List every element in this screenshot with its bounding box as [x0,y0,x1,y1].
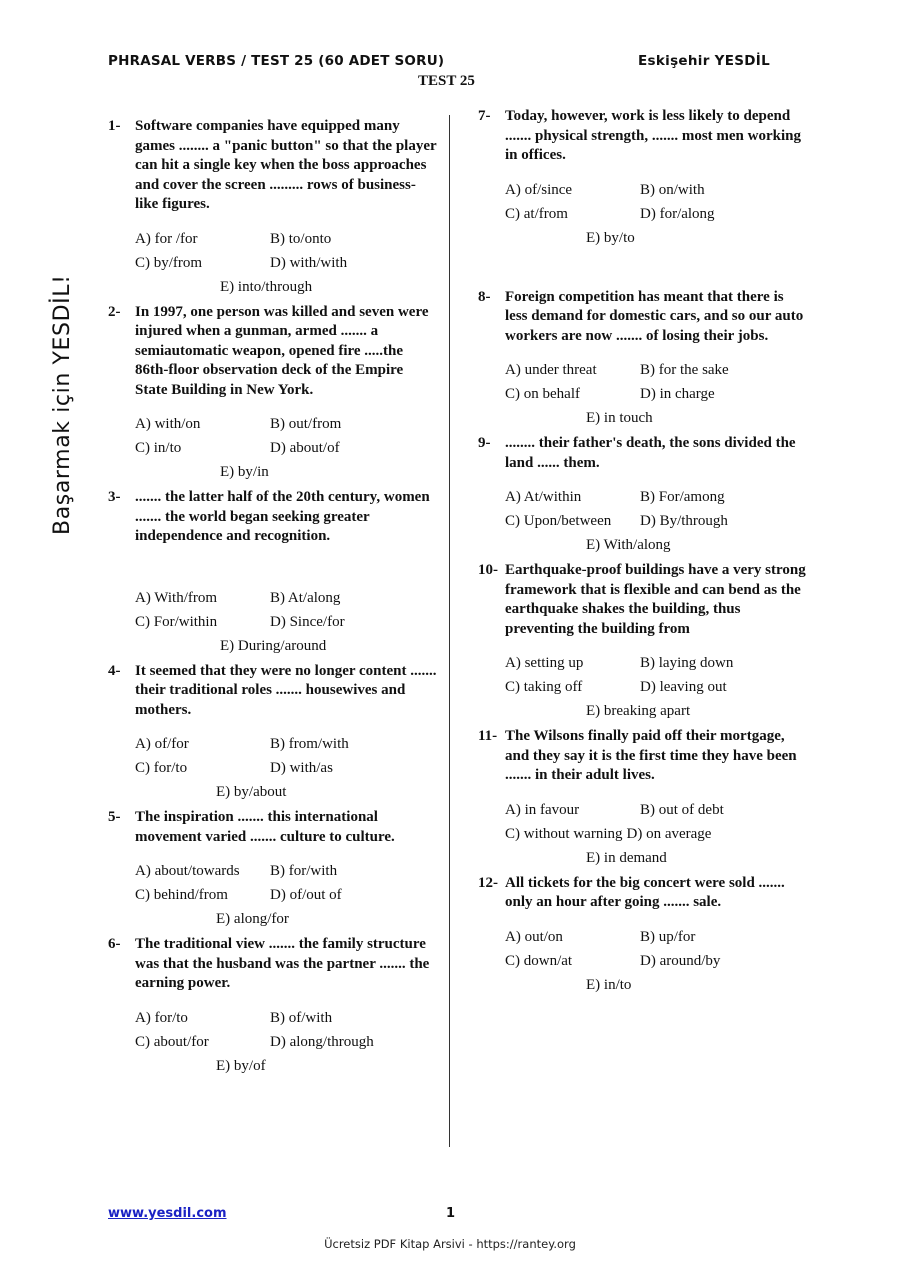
option-d[interactable]: D) in charge [640,386,715,402]
option-c[interactable]: C) For/within [135,613,218,630]
option-c[interactable]: C) without warning [505,825,623,842]
right-column [478,107,808,997]
question-4 [108,662,438,805]
answer-options [505,485,808,557]
question-3 [108,488,438,658]
question-text: Software companies have equipped many games ........ a "panic button" so that the player can hit a single key when the boss approaches and cover the screen ......... rows of business-like figures. [135,118,437,212]
option-d[interactable]: D) on average [626,825,712,842]
option-c[interactable]: C) for/to [135,760,188,776]
answer-options [135,732,438,804]
question-text: The Wilsons finally paid off their mortgage, and they say it is the first time they have been ....... in their adult lives. [505,728,797,783]
question-number: 9- [478,435,491,451]
option-c[interactable]: C) taking off [505,679,583,695]
option-c[interactable]: C) at/from [505,205,568,222]
question-8 [478,288,808,431]
question-number: 10- [478,562,498,578]
option-c[interactable]: C) on behalf [505,386,580,402]
question-text: In 1997, one person was killed and seven were injured when a gunman, armed ....... a semiautomatic weapon, opened fire .....the 86th-floor observation deck of the Empire State Building in New York. [135,303,429,398]
option-e[interactable]: E) in demand [586,849,667,866]
question-number: 2- [108,303,121,320]
header-title: PHRASAL VERBS / TEST 25 (60 ADET SORU) [108,53,445,69]
answer-options [135,1006,438,1078]
option-c[interactable]: C) behind/from [135,887,228,903]
option-d[interactable]: D) with/with [270,254,348,271]
answer-options [135,227,438,299]
question-number: 4- [108,662,121,679]
question-number: 1- [108,118,121,134]
answer-options [505,925,808,997]
option-b[interactable]: B) for the sake [640,362,729,378]
option-a[interactable]: A) out/on [505,928,563,945]
option-d[interactable]: D) with/as [270,760,333,776]
question-12 [478,874,808,997]
question-number: 5- [108,809,121,825]
option-a[interactable]: A) At/within [505,489,582,505]
archive-note: Ücretsiz PDF Kitap Arsivi - https://rantey.org [324,1237,576,1251]
option-a[interactable]: A) of/since [505,181,573,198]
question-text: Foreign competition has meant that there is less demand for domestic cars, and so our auto workers are now ....... of losing their jobs. [505,288,804,344]
option-b[interactable]: B) out of debt [640,801,724,818]
option-e[interactable]: E) breaking apart [586,703,691,719]
question-number: 7- [478,108,491,124]
option-b[interactable]: B) to/onto [270,230,332,247]
question-5 [108,808,438,931]
option-c[interactable]: C) in/to [135,440,182,456]
answer-options [505,178,808,250]
option-b[interactable]: B) up/for [640,928,696,945]
question-6 [108,935,438,1078]
question-number: 8- [478,288,491,305]
option-d[interactable]: D) for/along [640,205,715,222]
answer-options [505,651,808,723]
option-c[interactable]: C) about/for [135,1033,209,1050]
option-e[interactable]: E) along/for [216,911,289,927]
answer-options [135,412,438,484]
answer-options [505,358,808,430]
question-10 [478,561,808,723]
option-d[interactable]: D) By/through [640,513,728,529]
option-c[interactable]: C) Upon/between [505,513,612,529]
left-column [108,117,438,1078]
option-e[interactable]: E) With/along [586,537,671,553]
answer-options [135,859,438,931]
header-publisher: Eskişehir YESDİL [638,53,771,69]
option-b[interactable]: B) of/with [270,1009,333,1026]
answer-options [505,798,808,870]
option-a[interactable]: A) in favour [505,801,580,818]
option-e[interactable]: E) in touch [586,410,653,426]
question-text: ....... the latter half of the 20th century, women ....... the world began seeking greater independence and recognition. [135,489,430,544]
question-number: 11- [478,728,498,744]
option-a[interactable]: A) of/for [135,736,189,752]
question-text: The inspiration ....... this international movement varied ....... culture to culture. [135,809,395,845]
option-a[interactable]: A) about/towards [135,863,240,879]
option-e[interactable]: E) by/to [586,229,635,246]
question-text: ........ their father's death, the sons divided the land ...... them. [505,435,796,471]
option-e[interactable]: E) into/through [220,278,313,295]
page-number: 1 [446,1206,456,1221]
question-text: It seemed that they were no longer content ....... their traditional roles ....... housewives and mothers. [135,662,437,718]
option-d[interactable]: D) of/out of [270,887,342,903]
option-d[interactable]: D) about/of [270,440,340,456]
option-a[interactable]: A) with/on [135,416,201,432]
answer-options [135,586,438,658]
option-b[interactable]: B) from/with [270,736,349,752]
option-a[interactable]: A) under threat [505,362,597,378]
question-1 [108,117,438,299]
side-slogan: Başarmak için YESDİL! [50,274,75,535]
question-text: All tickets for the big concert were sold ....... only an hour after going ....... sale. [505,874,785,910]
question-2 [108,303,438,485]
option-c[interactable]: C) down/at [505,952,573,969]
option-b[interactable]: B) on/with [640,181,705,198]
option-b[interactable]: B) laying down [640,655,734,671]
question-number: 3- [108,489,121,505]
question-9 [478,434,808,557]
question-text: Earthquake-proof buildings have a very strong framework that is flexible and can bend as the earthquake shakes the building, thus preventing the building from [505,562,806,637]
option-e[interactable]: E) by/about [216,784,287,800]
option-d[interactable]: D) around/by [640,952,721,969]
option-e[interactable]: E) in/to [586,976,632,993]
test-title: TEST 25 [418,73,475,89]
option-d[interactable]: D) along/through [270,1033,374,1050]
option-e[interactable]: E) During/around [220,637,327,654]
option-e[interactable]: E) by/of [216,1057,266,1074]
option-a[interactable]: A) With/from [135,589,218,606]
option-a[interactable]: A) setting up [505,655,584,671]
question-text: Today, however, work is less likely to depend ....... physical strength, ....... most men working in offices. [505,108,801,163]
option-a[interactable]: A) for /for [135,230,198,247]
question-11 [478,727,808,870]
option-d[interactable]: D) Since/for [270,613,345,630]
option-e[interactable]: E) by/in [220,464,269,480]
option-d[interactable]: D) leaving out [640,679,727,695]
column-divider [449,115,450,1147]
option-b[interactable]: B) for/with [270,863,338,879]
option-b[interactable]: B) At/along [270,589,341,606]
option-b[interactable]: B) For/among [640,489,725,505]
question-number: 12- [478,874,498,891]
question-text: The traditional view ....... the family structure was that the husband was the partner ....... the earning power. [135,936,430,991]
question-7 [478,107,808,250]
website-link[interactable]: www.yesdil.com [108,1206,227,1221]
question-number: 6- [108,936,121,952]
option-c[interactable]: C) by/from [135,254,203,271]
option-a[interactable]: A) for/to [135,1009,188,1026]
option-b[interactable]: B) out/from [270,416,342,432]
